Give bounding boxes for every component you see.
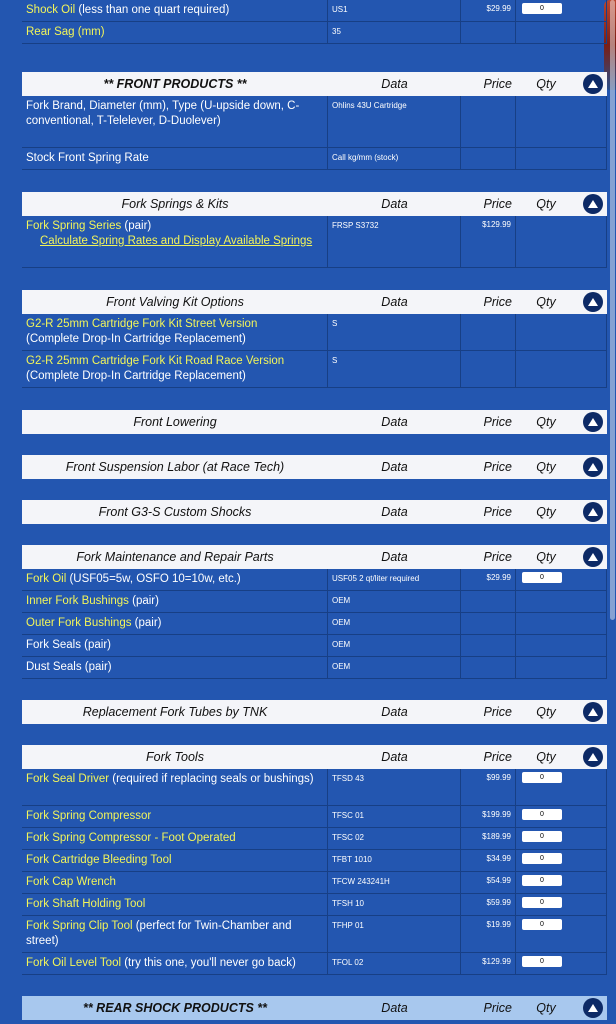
row-price bbox=[461, 96, 516, 147]
row-qty-cell bbox=[516, 894, 607, 915]
scroll-up-button[interactable] bbox=[583, 457, 603, 477]
row-qty-cell bbox=[516, 0, 607, 21]
row-price: $189.99 bbox=[461, 828, 516, 849]
table-row bbox=[22, 613, 607, 635]
row-price: $19.99 bbox=[461, 916, 516, 952]
row-data: TFSH 10 bbox=[328, 894, 461, 915]
row-qty-cell bbox=[516, 806, 607, 827]
qty-input[interactable]: 0 bbox=[522, 3, 562, 14]
col-price-header: Price bbox=[483, 750, 512, 764]
qty-input[interactable]: 0 bbox=[522, 853, 562, 864]
row-qty-cell bbox=[516, 351, 607, 387]
qty-input[interactable]: 0 bbox=[522, 919, 562, 930]
table-row bbox=[22, 216, 607, 268]
table-row bbox=[22, 953, 607, 975]
table-row bbox=[22, 96, 607, 148]
front-valving-section bbox=[22, 290, 607, 388]
section-title: Front Suspension Labor (at Race Tech) bbox=[65, 460, 285, 474]
chevron-up-icon bbox=[588, 463, 598, 471]
col-data-header: Data bbox=[381, 295, 408, 309]
row-label: Fork Seal Driver (required if replacing seals or bushings) bbox=[22, 769, 328, 805]
section-header bbox=[22, 700, 607, 724]
section-title: ** FRONT PRODUCTS ** bbox=[103, 77, 247, 91]
table-row bbox=[22, 314, 607, 351]
qty-input[interactable]: 0 bbox=[522, 572, 562, 583]
table-row bbox=[22, 657, 607, 679]
col-data-header: Data bbox=[381, 415, 408, 429]
row-qty-cell bbox=[516, 148, 607, 169]
table-row bbox=[22, 916, 607, 953]
qty-input[interactable]: 0 bbox=[522, 809, 562, 820]
row-qty-cell bbox=[516, 216, 607, 267]
col-data-header: Data bbox=[381, 460, 408, 474]
row-price bbox=[461, 591, 516, 612]
section-title: Front G3-S Custom Shocks bbox=[98, 505, 252, 519]
col-qty-header: Qty bbox=[536, 550, 556, 564]
row-label: Fork Cap Wrench bbox=[22, 872, 328, 893]
fork-tubes-section bbox=[22, 700, 607, 724]
col-data-header: Data bbox=[381, 1001, 408, 1015]
row-data: OEM bbox=[328, 591, 461, 612]
col-data-header: Data bbox=[381, 197, 408, 211]
row-label: G2-R 25mm Cartridge Fork Kit Road Race Version (Complete Drop-In Cartridge Replacement) bbox=[22, 351, 328, 387]
table-row bbox=[22, 569, 607, 591]
row-data: TFHP 01 bbox=[328, 916, 461, 952]
row-label: Fork Oil (USF05=5w, OSFO 10=10w, etc.) bbox=[22, 569, 328, 590]
row-data: FRSP S3732 bbox=[328, 216, 461, 267]
row-label: Fork Oil Level Tool (try this one, you'll never go back) bbox=[22, 953, 328, 974]
row-label: Stock Front Spring Rate bbox=[22, 148, 328, 169]
section-header bbox=[22, 455, 607, 479]
row-data: US1 bbox=[328, 0, 461, 21]
table-row bbox=[22, 635, 607, 657]
product-table bbox=[22, 0, 607, 1020]
table-row bbox=[22, 148, 607, 170]
chevron-up-icon bbox=[588, 708, 598, 716]
section-header bbox=[22, 500, 607, 524]
section-title: Replacement Fork Tubes by TNK bbox=[82, 705, 268, 719]
row-qty-cell bbox=[516, 613, 607, 634]
col-data-header: Data bbox=[381, 750, 408, 764]
fork-tools-section bbox=[22, 745, 607, 975]
row-qty-cell bbox=[516, 916, 607, 952]
section-title: Fork Tools bbox=[146, 750, 204, 764]
col-qty-header: Qty bbox=[536, 705, 556, 719]
scroll-up-button[interactable] bbox=[583, 747, 603, 767]
table-row bbox=[22, 22, 607, 44]
front-g3s-section bbox=[22, 500, 607, 524]
col-price-header: Price bbox=[483, 505, 512, 519]
table-row bbox=[22, 769, 607, 806]
rear-products-section bbox=[22, 996, 607, 1020]
col-price-header: Price bbox=[483, 705, 512, 719]
row-qty-cell bbox=[516, 591, 607, 612]
scroll-up-button[interactable] bbox=[583, 292, 603, 312]
row-qty-cell bbox=[516, 569, 607, 590]
row-price bbox=[461, 351, 516, 387]
scroll-up-button[interactable] bbox=[583, 502, 603, 522]
row-data: TFOL 02 bbox=[328, 953, 461, 974]
row-qty-cell bbox=[516, 769, 607, 805]
section-title: Fork Maintenance and Repair Parts bbox=[76, 550, 274, 564]
row-data: Call kg/mm (stock) bbox=[328, 148, 461, 169]
col-qty-header: Qty bbox=[536, 295, 556, 309]
front-lowering-section bbox=[22, 410, 607, 434]
row-qty-cell bbox=[516, 850, 607, 871]
section-header bbox=[22, 745, 607, 769]
row-data: TFBT 1010 bbox=[328, 850, 461, 871]
fork-maintenance-section bbox=[22, 545, 607, 679]
row-data: OEM bbox=[328, 657, 461, 678]
row-data: USF05 2 qt/liter required bbox=[328, 569, 461, 590]
col-qty-header: Qty bbox=[536, 750, 556, 764]
row-price: $129.99 bbox=[461, 216, 516, 267]
col-data-header: Data bbox=[381, 505, 408, 519]
col-price-header: Price bbox=[483, 77, 512, 91]
section-header bbox=[22, 410, 607, 434]
col-qty-header: Qty bbox=[536, 77, 556, 91]
col-price-header: Price bbox=[483, 415, 512, 429]
section-header bbox=[22, 192, 607, 216]
row-label: Fork Brand, Diameter (mm), Type (U-upside down, C-conventional, T-Telelever, D-Duolever) bbox=[22, 96, 328, 147]
qty-input[interactable]: 0 bbox=[522, 772, 562, 783]
row-price: $54.99 bbox=[461, 872, 516, 893]
row-data: TFSC 02 bbox=[328, 828, 461, 849]
row-label: Fork Shaft Holding Tool bbox=[22, 894, 328, 915]
section-header bbox=[22, 72, 607, 96]
row-price bbox=[461, 657, 516, 678]
fork-springs-section bbox=[22, 192, 607, 268]
col-qty-header: Qty bbox=[536, 197, 556, 211]
scroll-up-button[interactable] bbox=[583, 702, 603, 722]
scroll-up-button[interactable] bbox=[583, 412, 603, 432]
row-qty-cell bbox=[516, 657, 607, 678]
row-qty-cell bbox=[516, 953, 607, 974]
row-price: $99.99 bbox=[461, 769, 516, 805]
qty-input[interactable]: 0 bbox=[522, 831, 562, 842]
row-price: $129.99 bbox=[461, 953, 516, 974]
table-row bbox=[22, 872, 607, 894]
row-data: TFSD 43 bbox=[328, 769, 461, 805]
col-data-header: Data bbox=[381, 550, 408, 564]
table-row bbox=[22, 591, 607, 613]
row-qty-cell bbox=[516, 22, 607, 43]
col-data-header: Data bbox=[381, 77, 408, 91]
scroll-up-button[interactable] bbox=[583, 194, 603, 214]
row-data: OEM bbox=[328, 613, 461, 634]
row-label: Fork Seals (pair) bbox=[22, 635, 328, 656]
row-data: OEM bbox=[328, 635, 461, 656]
chevron-up-icon bbox=[588, 298, 598, 306]
scrollbar[interactable] bbox=[610, 0, 615, 620]
calculate-spring-rates-link[interactable]: Calculate Spring Rates and Display Available Springs bbox=[40, 235, 313, 247]
row-price bbox=[461, 635, 516, 656]
row-price: $29.99 bbox=[461, 0, 516, 21]
section-title: Front Lowering bbox=[133, 415, 217, 429]
table-row bbox=[22, 850, 607, 872]
row-qty-cell bbox=[516, 314, 607, 350]
col-price-header: Price bbox=[483, 460, 512, 474]
row-qty-cell bbox=[516, 635, 607, 656]
chevron-up-icon bbox=[588, 508, 598, 516]
row-qty-cell bbox=[516, 828, 607, 849]
table-row bbox=[22, 828, 607, 850]
row-qty-cell bbox=[516, 96, 607, 147]
section-header bbox=[22, 996, 607, 1020]
row-data: S bbox=[328, 351, 461, 387]
row-label: Fork Spring Clip Tool (perfect for Twin-Chamber and street) bbox=[22, 916, 328, 952]
col-data-header: Data bbox=[381, 705, 408, 719]
row-data: Ohlins 43U Cartridge bbox=[328, 96, 461, 147]
row-label: Fork Spring Series (pair) Calculate Spring Rates and Display Available Springs bbox=[22, 216, 328, 267]
row-price bbox=[461, 314, 516, 350]
chevron-up-icon bbox=[588, 753, 598, 761]
qty-input[interactable]: 0 bbox=[522, 956, 562, 967]
row-label: Rear Sag (mm) bbox=[22, 22, 328, 43]
row-data: TFSC 01 bbox=[328, 806, 461, 827]
col-qty-header: Qty bbox=[536, 1001, 556, 1015]
front-products-section bbox=[22, 72, 607, 170]
chevron-up-icon bbox=[588, 200, 598, 208]
row-price: $29.99 bbox=[461, 569, 516, 590]
row-label: G2-R 25mm Cartridge Fork Kit Street Version (Complete Drop-In Cartridge Replacement) bbox=[22, 314, 328, 350]
row-label: Shock Oil (less than one quart required) bbox=[22, 0, 328, 21]
qty-input[interactable]: 0 bbox=[522, 875, 562, 886]
row-label: Outer Fork Bushings (pair) bbox=[22, 613, 328, 634]
col-price-header: Price bbox=[483, 550, 512, 564]
col-price-header: Price bbox=[483, 1001, 512, 1015]
col-qty-header: Qty bbox=[536, 505, 556, 519]
table-row bbox=[22, 0, 607, 22]
section-title: Front Valving Kit Options bbox=[106, 295, 244, 309]
col-price-header: Price bbox=[483, 295, 512, 309]
row-label: Dust Seals (pair) bbox=[22, 657, 328, 678]
row-qty-cell bbox=[516, 872, 607, 893]
section-title: ** REAR SHOCK PRODUCTS ** bbox=[82, 1001, 268, 1015]
row-data: S bbox=[328, 314, 461, 350]
chevron-up-icon bbox=[588, 1004, 598, 1012]
chevron-up-icon bbox=[588, 80, 598, 88]
table-row bbox=[22, 351, 607, 388]
scroll-up-button[interactable] bbox=[583, 998, 603, 1018]
row-data: TFCW 243241H bbox=[328, 872, 461, 893]
row-label: Fork Spring Compressor bbox=[22, 806, 328, 827]
scroll-up-button[interactable] bbox=[583, 74, 603, 94]
row-data: 35 bbox=[328, 22, 461, 43]
section-header bbox=[22, 290, 607, 314]
col-price-header: Price bbox=[483, 197, 512, 211]
col-qty-header: Qty bbox=[536, 460, 556, 474]
row-price: $199.99 bbox=[461, 806, 516, 827]
chevron-up-icon bbox=[588, 553, 598, 561]
row-price bbox=[461, 22, 516, 43]
qty-input[interactable]: 0 bbox=[522, 897, 562, 908]
scroll-up-button[interactable] bbox=[583, 547, 603, 567]
front-labor-section bbox=[22, 455, 607, 479]
table-row bbox=[22, 894, 607, 916]
row-price bbox=[461, 148, 516, 169]
chevron-up-icon bbox=[588, 418, 598, 426]
col-qty-header: Qty bbox=[536, 415, 556, 429]
row-label: Fork Spring Compressor - Foot Operated bbox=[22, 828, 328, 849]
row-price: $34.99 bbox=[461, 850, 516, 871]
table-row bbox=[22, 806, 607, 828]
section-title: Fork Springs & Kits bbox=[121, 197, 229, 211]
row-price bbox=[461, 613, 516, 634]
section-header bbox=[22, 545, 607, 569]
row-label: Fork Cartridge Bleeding Tool bbox=[22, 850, 328, 871]
row-price: $59.99 bbox=[461, 894, 516, 915]
row-label: Inner Fork Bushings (pair) bbox=[22, 591, 328, 612]
